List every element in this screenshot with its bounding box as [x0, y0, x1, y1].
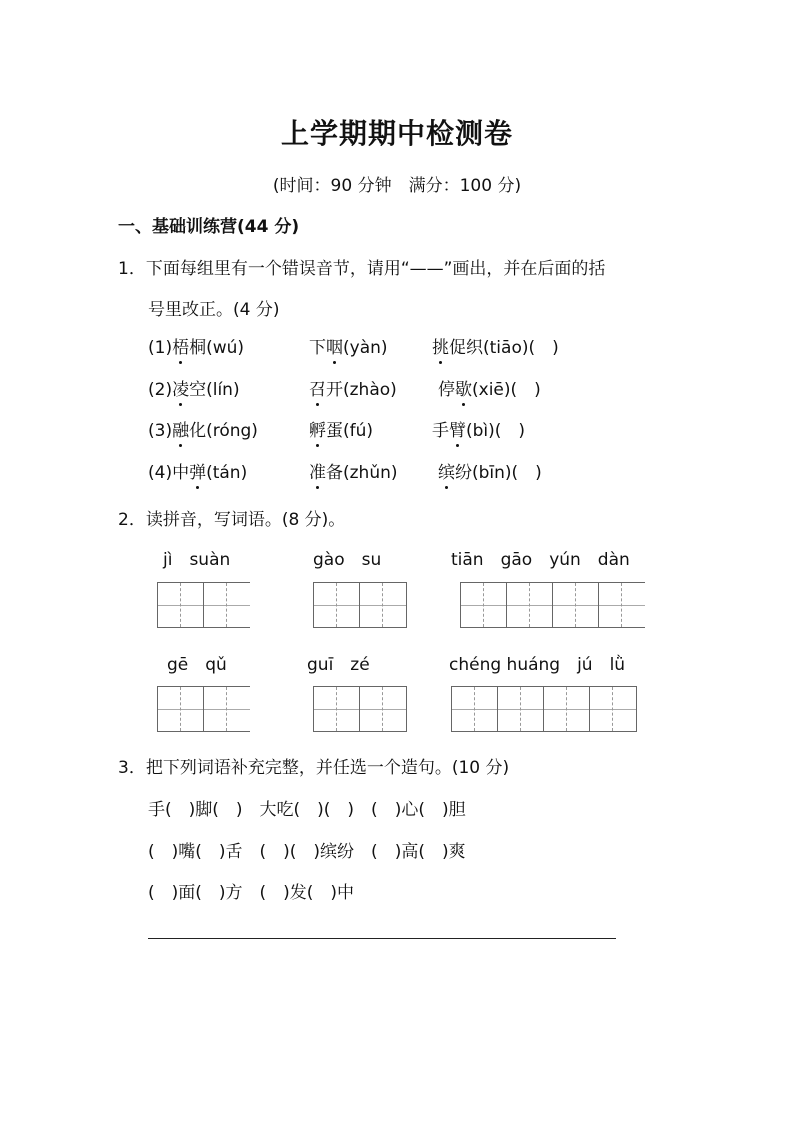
- writing-grid-2[interactable]: [313, 582, 407, 628]
- pinyin-3: tiān gāo yún dàn: [451, 550, 630, 570]
- question-2-heading: 2．读拼音，写词语。(8 分)。: [118, 510, 346, 530]
- q1-item-2c: 停歇(xiē)( ): [438, 375, 541, 400]
- q1-item-3a: (3)融化(róng): [148, 416, 258, 441]
- idiom-line-1: 手( )脚( ) 大吃( )( ) ( )心( )胆: [148, 800, 466, 820]
- question-1-line2: 号里改正。(4 分): [148, 300, 280, 320]
- q1-item-1c: 挑促织(tiāo)( ): [432, 333, 559, 358]
- q1-item-1b: 下咽(yàn): [309, 333, 388, 358]
- sentence-answer-line[interactable]: [148, 938, 616, 939]
- writing-grid-4[interactable]: [157, 686, 250, 732]
- q1-item-4c: 缤纷(bīn)( ): [438, 458, 542, 483]
- q1-item-2b: 召开(zhào): [309, 375, 397, 400]
- idiom-line-2: ( )嘴( )舌 ( )( )缤纷 ( )高( )爽: [148, 842, 466, 862]
- pinyin-6: chéng huáng jú lǜ: [449, 655, 626, 675]
- q1-item-4a: (4)中弹(tán): [148, 458, 247, 483]
- question-3-heading: 3．把下列词语补充完整，并任选一个造句。(10 分): [118, 758, 510, 778]
- exam-info: (时间：90 分钟 满分：100 分): [272, 176, 522, 196]
- question-1-line1: 1．下面每组里有一个错误音节，请用“——”画出，并在后面的括: [118, 259, 606, 279]
- q1-item-3c: 手臂(bì)( ): [432, 416, 525, 441]
- writing-grid-1[interactable]: [157, 582, 250, 628]
- writing-grid-5[interactable]: [313, 686, 407, 732]
- idiom-line-3: ( )面( )方 ( )发( )中: [148, 883, 355, 903]
- page-title: 上学期期中检测卷: [280, 117, 513, 150]
- q1-item-2a: (2)凌空(lín): [148, 375, 240, 400]
- pinyin-1: jì suàn: [163, 550, 231, 570]
- section-heading: 一、基础训练营(44 分): [118, 217, 300, 237]
- q1-item-3b: 孵蛋(fú): [309, 416, 373, 441]
- pinyin-5: guī zé: [307, 655, 370, 675]
- pinyin-2: gào su: [313, 550, 382, 570]
- writing-grid-3[interactable]: [460, 582, 645, 628]
- pinyin-4: gē qǔ: [167, 655, 227, 675]
- writing-grid-6[interactable]: [451, 686, 637, 732]
- q1-item-4b: 准备(zhǔn): [309, 458, 398, 483]
- q1-item-1a: (1)梧桐(wú): [148, 333, 244, 358]
